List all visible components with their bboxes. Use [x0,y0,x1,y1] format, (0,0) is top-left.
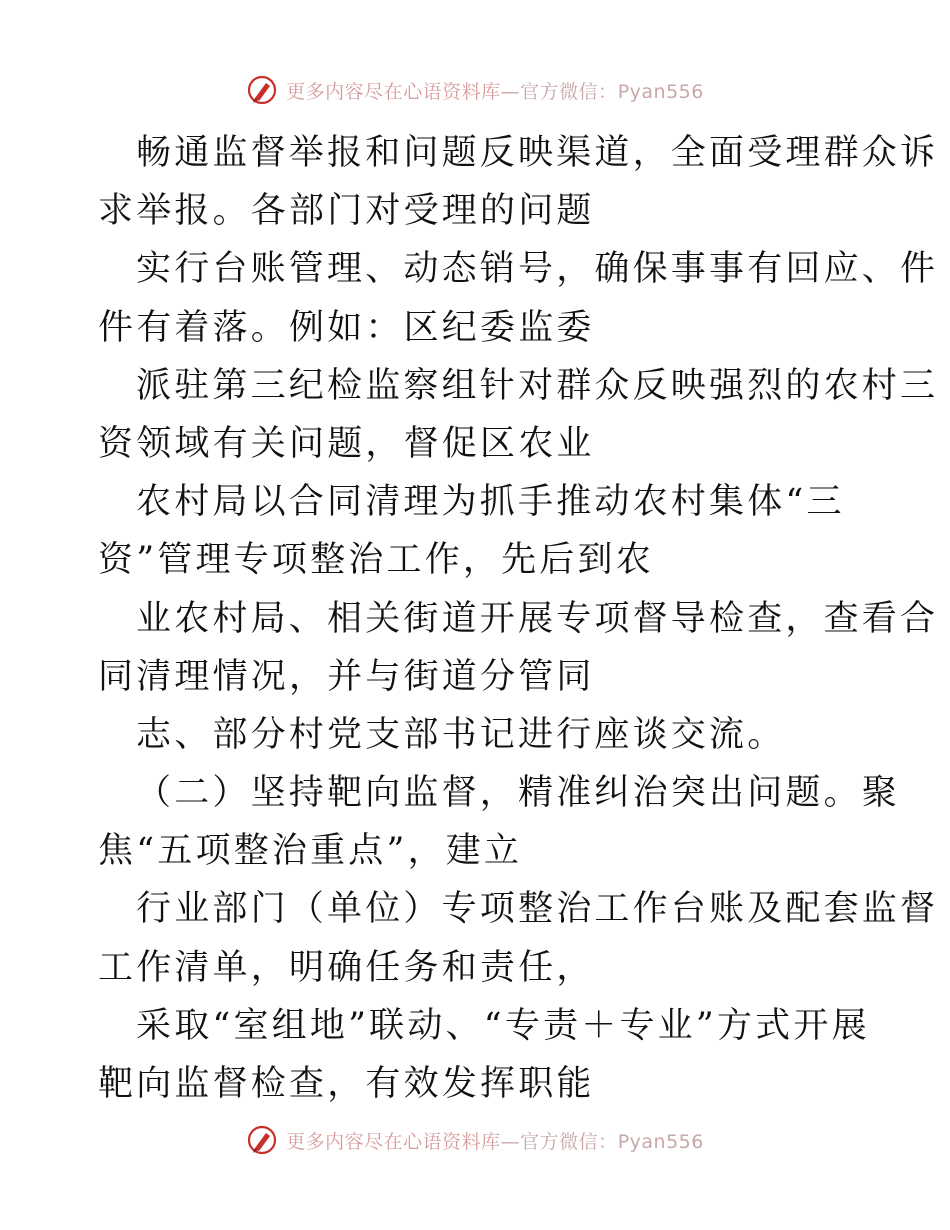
watermark-text [286,77,704,104]
watermark-wechat-id: Pyan556 [617,1130,704,1153]
watermark-separator: — [500,1130,521,1153]
body-line: 焦“五项整治重点”，建立 [98,831,523,872]
pen-logo-icon [246,74,278,106]
body-line: 工作清单，明确任务和责任， [98,947,595,988]
body-line: 派驻第三纪检监察组针对群众反映强烈的农村三 [136,365,939,406]
watermark-official-label: 官方微信： [520,1130,618,1153]
watermark-main-text: 更多内容尽在心语资料库 [286,1130,501,1153]
body-line: 件有着落。例如：区纪委监委 [98,307,595,348]
body-line: 行业部门（单位）专项整治工作台账及配套监督 [136,889,939,930]
watermark-header [0,70,950,110]
watermark-wechat-id: Pyan556 [617,80,704,103]
watermark-main-text: 更多内容尽在心语资料库 [286,80,501,103]
body-line: （二）坚持靶向监督，精准纠治突出问题。聚 [136,773,901,814]
body-line: 同清理情况，并与街道分管同 [98,656,595,697]
body-line: 靶向监督检查，有效发挥职能 [98,1064,595,1104]
pen-logo-icon [246,1124,278,1156]
body-line: 求举报。各部门对受理的问题 [98,191,595,232]
watermark-text [286,1127,704,1154]
document-body [98,124,939,1113]
body-line: 资”管理专项整治工作，先后到农 [98,540,654,581]
body-line: 业农村局、相关街道开展专项督导检查，查看合 [136,598,939,639]
body-line: 实行台账管理、动态销号，确保事事有回应、件 [136,249,939,290]
watermark-official-label: 官方微信： [520,80,618,103]
body-line: 志、部分村党支部书记进行座谈交流。 [136,714,786,755]
body-line: 资领域有关问题，督促区农业 [98,423,595,464]
body-line: 采取“室组地”联动、“专责＋专业”方式开展 [136,1005,870,1046]
watermark-footer [0,1120,950,1160]
body-line: 畅通监督举报和问题反映渠道，全面受理群众诉 [136,133,939,173]
body-line: 农村局以合同清理为抓手推动农村集体“三 [136,482,845,523]
watermark-separator: — [500,80,521,103]
